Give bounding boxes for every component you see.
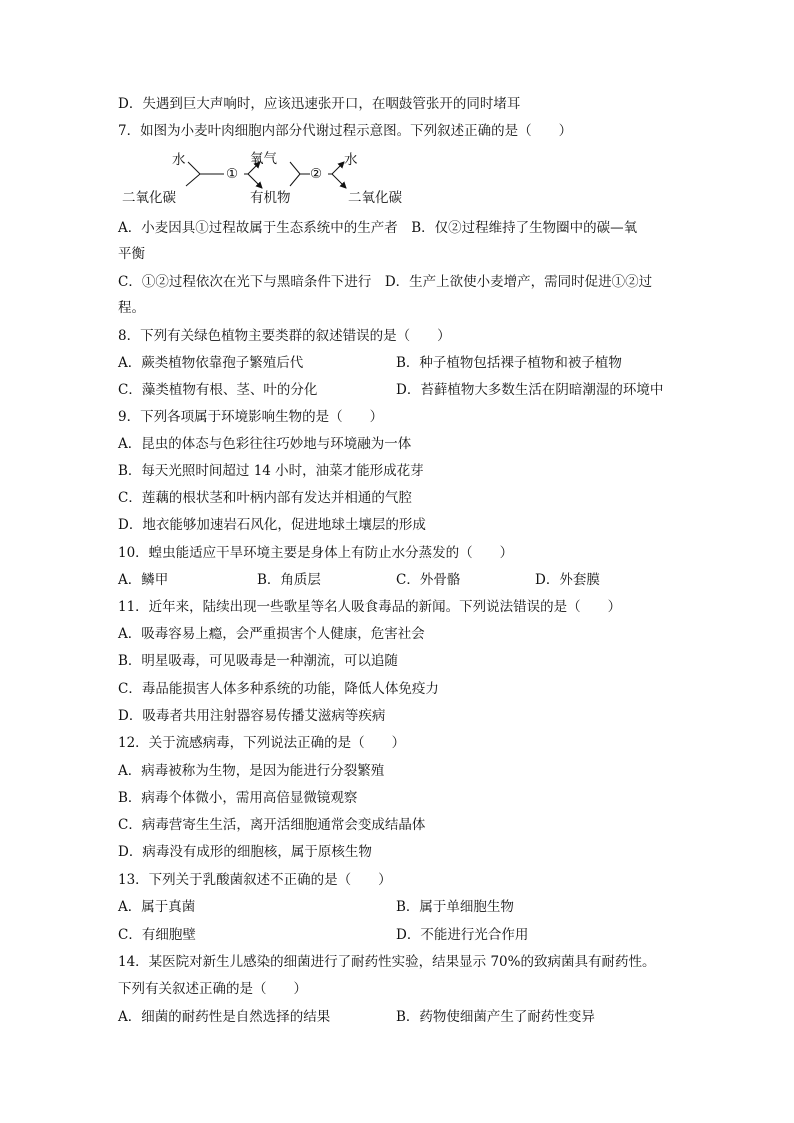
- q9-option-a: A．昆虫的体态与色彩往往巧妙地与环境融为一体: [118, 436, 412, 452]
- q12-option-c: C．病毒营寄生生活，离开活细胞通常会变成结晶体: [118, 817, 426, 833]
- q13-option-b: B．属于单细胞生物: [396, 899, 514, 915]
- q8-stem: 8．下列有关绿色植物主要类群的叙述错误的是（ ）: [118, 328, 451, 344]
- q14-stem-line1: 14．某医院对新生儿感染的细菌进行了耐药性实验，结果显示 70%的致病菌具有耐药性。: [118, 954, 656, 970]
- q14-options-row1: [118, 1007, 678, 1027]
- process1-label: ①: [226, 166, 239, 182]
- q10-option-d: D．外套膜: [535, 572, 600, 588]
- q12-option-d: D．病毒没有成形的细胞核，属于原核生物: [118, 844, 372, 860]
- q8-option-c: C．藻类植物有根、茎、叶的分化: [118, 382, 318, 398]
- q12-option-b: B．病毒个体微小，需用高倍显微镜观察: [118, 790, 358, 806]
- water-input-line: [188, 162, 200, 174]
- q11-option-c: C．毒品能损害人体多种系统的功能，降低人体免疫力: [118, 681, 439, 697]
- q11-option-a: A．吸毒容易上瘾，会严重损害个人健康，危害社会: [118, 626, 425, 642]
- q8-option-d: D．苔藓植物大多数生活在阴暗潮湿的环境中: [396, 382, 664, 398]
- q8-options-row1: [118, 353, 678, 373]
- q14-option-a: A．细菌的耐药性是自然选择的结果: [118, 1009, 331, 1025]
- q7-option-cd-line2: 程。: [118, 300, 145, 316]
- q14-option-b: B．药物使细菌产生了耐药性变异: [396, 1009, 595, 1025]
- q13-options-row2: [118, 925, 678, 945]
- q7-metabolism-diagram: [118, 148, 418, 212]
- process2-label: ②: [310, 166, 323, 182]
- q8-option-b: B．种子植物包括裸子植物和被子植物: [396, 355, 622, 371]
- co2-left-label: 二氧化碳: [122, 190, 176, 206]
- oxygen-input-line: [290, 162, 300, 174]
- q13-option-c: C．有细胞壁: [118, 927, 196, 943]
- q7-option-cd-line1: C．①②过程依次在光下与黑暗条件下进行 D．生产上欲使小麦增产，需同时促进①②过: [118, 274, 653, 290]
- q12-stem: 12．关于流感病毒，下列说法正确的是（ ）: [118, 735, 406, 751]
- q8-options-row2: [118, 380, 678, 400]
- organic-label: 有机物: [250, 190, 291, 206]
- q8-option-a: A．蕨类植物依靠孢子繁殖后代: [118, 355, 304, 371]
- q13-option-d: D．不能进行光合作用: [396, 927, 529, 943]
- q7-stem: 7．如图为小麦叶肉细胞内部分代谢过程示意图。下列叙述正确的是（ ）: [118, 123, 573, 139]
- water-output-arrow: [332, 162, 344, 174]
- q12-option-a: A．病毒被称为生物，是因为能进行分裂繁殖: [118, 763, 385, 779]
- q7-option-ab-line2: 平衡: [118, 246, 145, 262]
- q10-option-a: A．鳞甲: [118, 572, 169, 588]
- organic-input-line: [290, 174, 300, 186]
- q13-option-a: A．属于真菌: [118, 899, 196, 915]
- q10-option-c: C．外骨骼: [396, 572, 461, 588]
- q10-stem: 10．蝗虫能适应干旱环境主要是身体上有防止水分蒸发的（ ）: [118, 545, 514, 561]
- q10-option-b: B．角质层: [257, 572, 321, 588]
- q7-option-ab-line1: A．小麦因具①过程故属于生态系统中的生产者 B．仅②过程维持了生物圈中的碳—氧: [118, 220, 638, 236]
- water-left-label: 水: [172, 152, 186, 168]
- q11-stem: 11．近年来，陆续出现一些歌星等名人吸食毒品的新闻。下列说法错误的是（ ）: [118, 599, 622, 615]
- co2-right-label: 二氧化碳: [348, 190, 402, 206]
- co2-output-arrow: [332, 174, 346, 188]
- co2-input-line: [186, 174, 200, 186]
- q9-stem: 9．下列各项属于环境影响生物的是（ ）: [118, 409, 384, 425]
- q6-option-d: D．失遇到巨大声响时，应该迅速张开口，在咽鼓管张开的同时堵耳: [118, 96, 521, 112]
- q9-option-c: C．莲藕的根状茎和叶柄内部有发达并相通的气腔: [118, 490, 412, 506]
- organic-arrow: [248, 174, 262, 188]
- q11-option-b: B．明星吸毒，可见吸毒是一种潮流，可以追随: [118, 653, 398, 669]
- q11-option-d: D．吸毒者共用注射器容易传播艾滋病等疾病: [118, 708, 386, 724]
- q13-stem: 13．下列关于乳酸菌叙述不正确的是（ ）: [118, 872, 392, 888]
- q9-option-d: D．地衣能够加速岩石风化，促进地球土壤层的形成: [118, 517, 426, 533]
- oxygen-label: 氧气: [250, 151, 277, 167]
- q10-options-row: [118, 570, 678, 590]
- water-right-label: 水: [344, 152, 358, 168]
- q13-options-row1: [118, 897, 678, 917]
- q9-option-b: B．每天光照时间超过 14 小时，油菜才能形成花芽: [118, 463, 424, 479]
- q14-stem-line2: 下列有关叙述正确的是（ ）: [118, 981, 307, 997]
